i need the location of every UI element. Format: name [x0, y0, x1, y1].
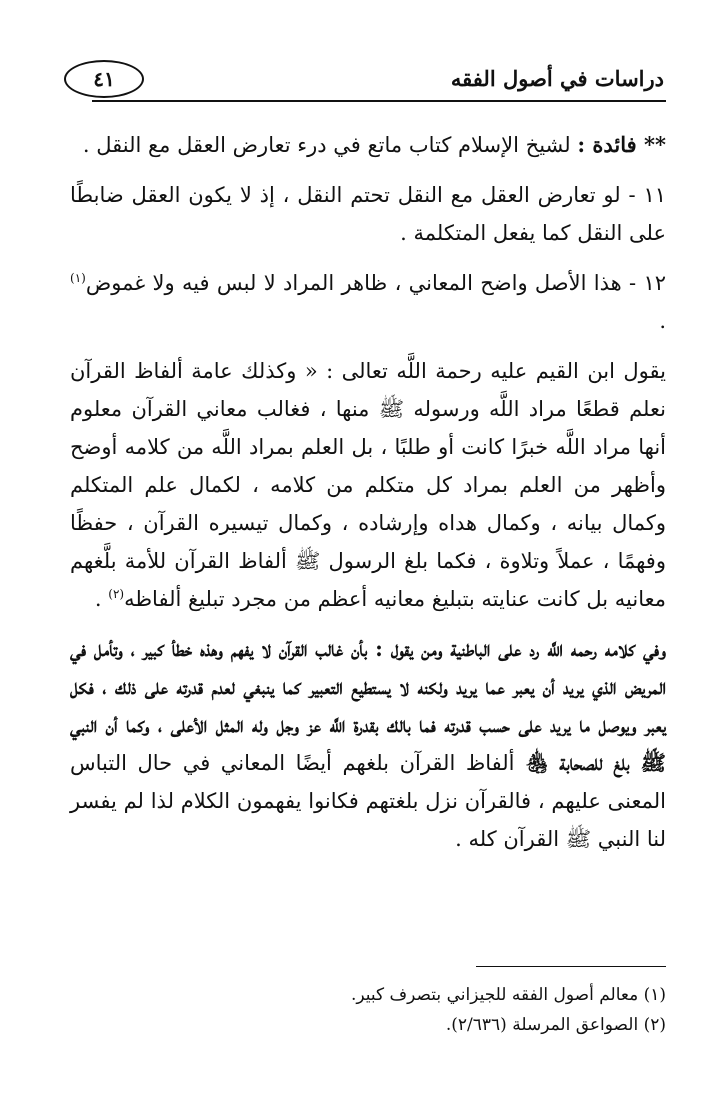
paragraph-11: ١١ - لو تعارض العقل مع النقل تحتم النقل ، إذ لا يكون العقل ضابطًا على النقل كما يفعل المتكلمة .: [70, 183, 666, 245]
page-body: [70, 126, 666, 870]
note-text: لشيخ الإسلام كتاب ماتع في درء تعارض العقل مع النقل .: [82, 133, 578, 157]
commentary-text: ألفاظ القرآن بلغهم أيضًا المعاني في حال التباس المعنى عليهم ، فالقرآن نزل بلغتهم فكانوا يفهمون الكلام لذا لم يفسر لنا النبي ﷺ القرآن كله .: [70, 751, 666, 851]
footnotes: [70, 980, 666, 1040]
footnote-1: (١) معالم أصول الفقه للجيزاني بتصرف كبير.: [351, 985, 666, 1005]
paragraph-commentary: [70, 630, 666, 858]
paragraph-12: [70, 264, 666, 340]
footnote-ref-1[interactable]: (١): [70, 271, 86, 285]
footnote-rule: [476, 966, 666, 967]
paragraph-12-text: ١٢ - هذا الأصل واضح المعاني ، ظاهر المراد لا لبس فيه ولا غموض: [85, 271, 666, 295]
commentary-bold-text: وفي كلامه رحمه اللَّه رد على الباطنية ومن يقول : بأن غالب القرآن لا يفهم وهذه خطأ كبير ، وتأمل في المريض الذي يريد أن يعبر عما يريد ولكنه لا يستطيع التعبير كما ينبغي لعدم قدرته على ذلك ، فكل يعبر ويوصل ما يريد على حسب قدرته فما بالك بقدرة اللَّه عز وجل وله المثل الأعلى ، وكما أن النبي ﷺ بلغ للصحابة ﵃: [70, 636, 667, 775]
paragraph-quote: [70, 352, 666, 618]
quote-text: يقول ابن القيم عليه رحمة اللَّه تعالى : « وكذلك عامة ألفاظ القرآن نعلم قطعًا مراد اللَّه ورسوله ﷺ منها ، فغالب معاني القرآن معلوم أنها مراد اللَّه خبرًا كانت أو طلبًا ، بل العلم بمراد اللَّه من كلامه أوضح وأظهر من العلم بمراد كل متكلم من كلامه ، لكمال علم المتكلم وكمال بيانه ، وكمال هداه وإرشاده ، وكمال تيسيره القرآن ، حفظًا وفهمًا ، عملاً وتلاوة ، فكما بلغ الرسول ﷺ ألفاظ القرآن للأمة بلَّغهم معانيه بل كانت عنايته بتبليغ معانيه أعظم من مجرد تبليغ ألفاظه: [70, 359, 666, 611]
paragraph-12-end: .: [659, 309, 666, 333]
header-rule: [92, 100, 666, 102]
page-number: ٤١: [64, 60, 144, 98]
footnote-ref-2[interactable]: (٢): [108, 587, 125, 601]
running-title: دراسات في أصول الفقه: [450, 66, 664, 91]
note-label: ** فائدة :: [577, 132, 666, 157]
quote-end: .: [94, 587, 109, 611]
footnote-2: (٢) الصواعق المرسلة (٢/٦٣٦).: [445, 1015, 666, 1035]
paragraph-note: [70, 126, 666, 164]
